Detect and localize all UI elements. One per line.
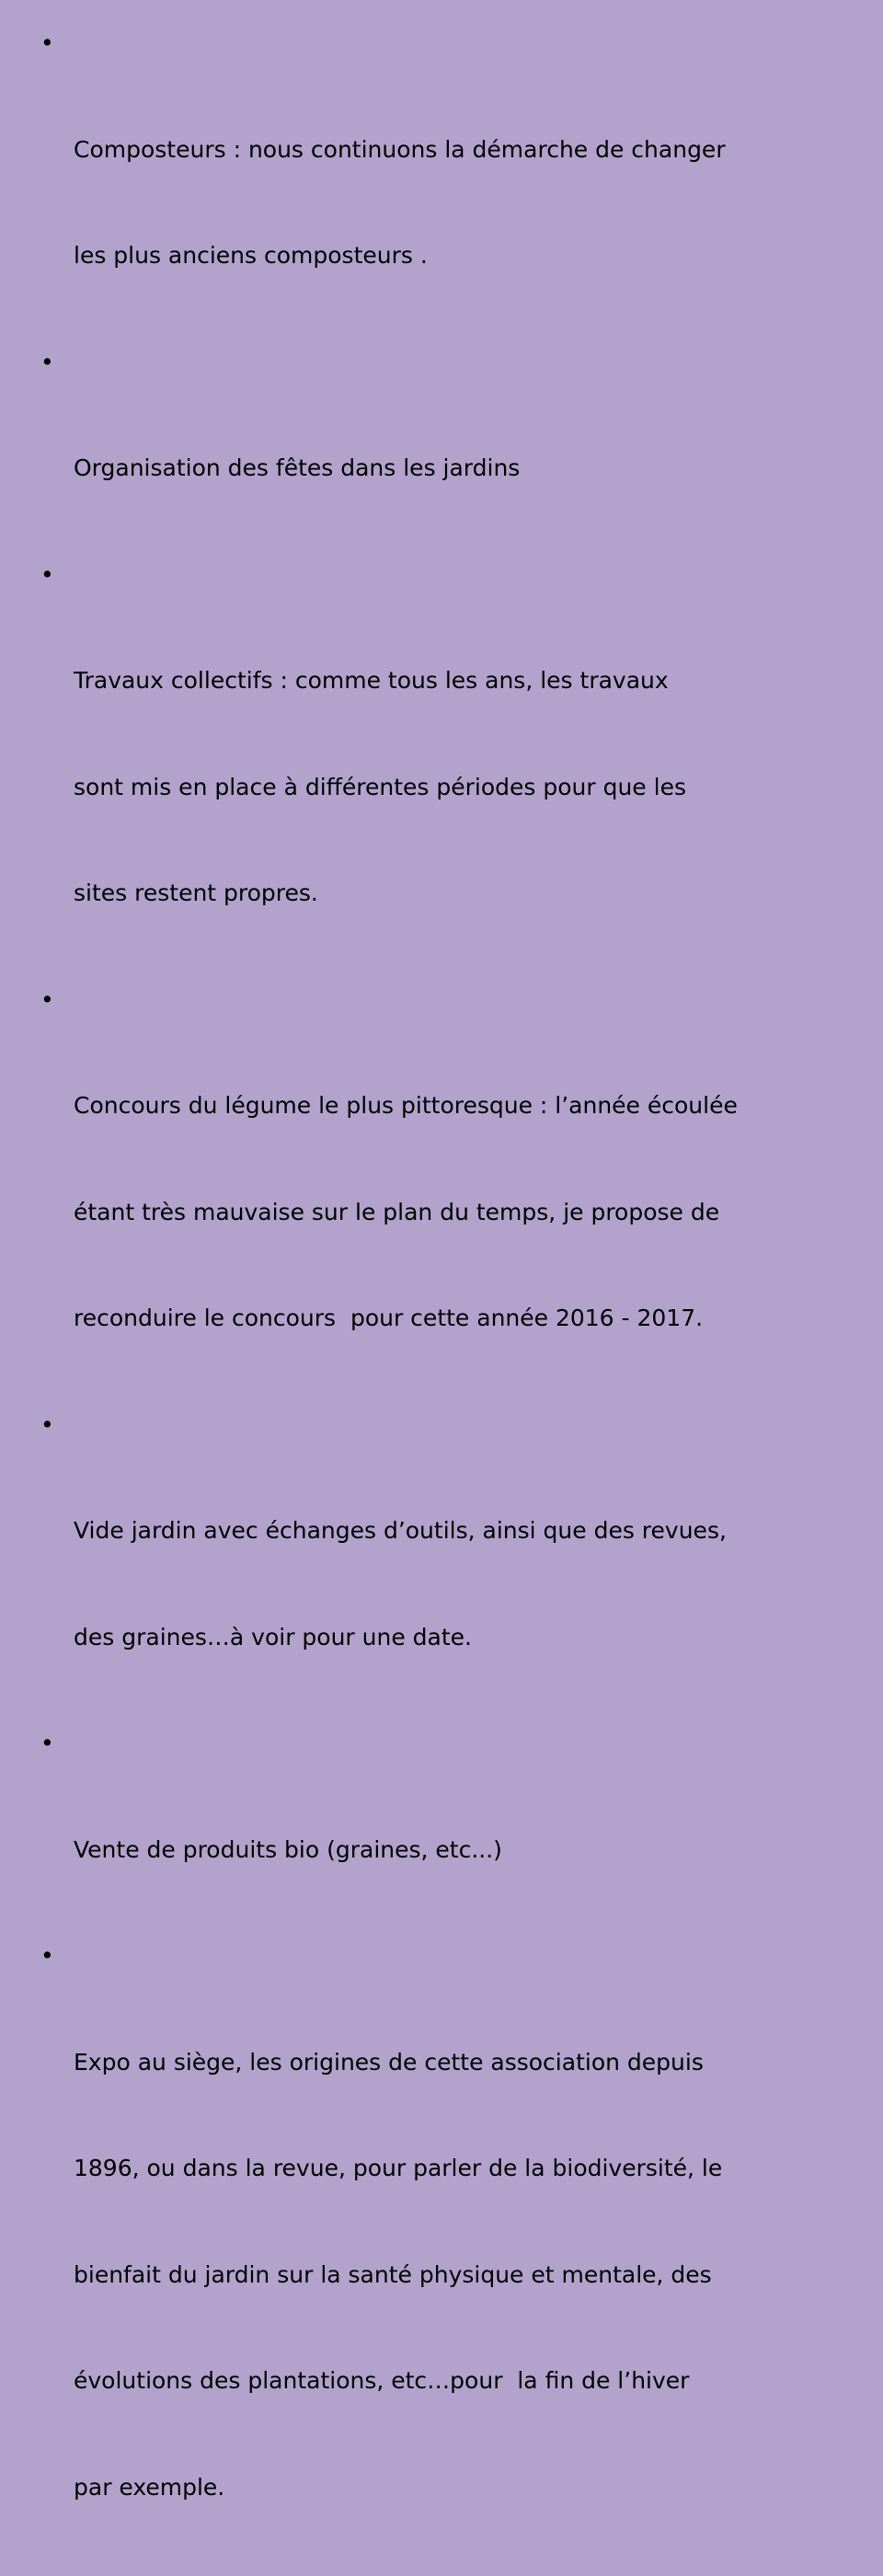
- bullet-text-line: sont mis en place à différentes périodes pour que les: [74, 773, 686, 800]
- bullet-text-line: évolutions des plantations, etc…pour la fin de l’hiver: [74, 2367, 690, 2394]
- bullet-list: [40, 26, 850, 2576]
- bullet-dot-icon: •: [40, 1730, 54, 1756]
- bullet-item-composteurs: [40, 26, 850, 345]
- bullet-text-line: 1896, ou dans la revue, pour parler de la biodiversité, le: [74, 2155, 723, 2181]
- bullet-text-line: Expo au siège, les origines de cette association depuis: [74, 2048, 704, 2076]
- bullet-text-line: par exemple.: [74, 2473, 225, 2501]
- bullet-text-line: les plus anciens composteurs .: [74, 242, 428, 269]
- bullet-text-line: Organisation des fêtes dans les jardins: [74, 454, 521, 481]
- bullet-text-line: sites restent propres.: [74, 880, 318, 906]
- bullet-text-line: étant très mauvaise sur le plan du temps, je propose de: [74, 1198, 720, 1225]
- bullet-item-expo: [40, 1938, 850, 2576]
- bullet-dot-icon: •: [40, 1942, 54, 1969]
- bullet-item-travaux: [40, 558, 850, 983]
- bullet-text-line: Vide jardin avec échanges d’outils, ainsi que des revues,: [74, 1517, 727, 1544]
- bullet-item-vide-jardin: [40, 1408, 850, 1727]
- bullet-text-line: Travaux collectifs : comme tous les ans, les travaux: [74, 667, 669, 694]
- bullet-item-vente: [40, 1726, 850, 1938]
- bullet-item-fetes: [40, 345, 850, 558]
- bullet-text-line: Concours du légume le plus pittoresque : l’année écoulée: [74, 1092, 738, 1119]
- bullet-text-line: bienfait du jardin sur la santé physique et mentale, des: [74, 2260, 712, 2288]
- bullet-text-line: reconduire le concours pour cette année 2016 - 2017.: [74, 1305, 704, 1331]
- bullet-dot-icon: •: [40, 560, 54, 588]
- bullet-item-concours: [40, 983, 850, 1408]
- bullet-dot-icon: •: [40, 985, 54, 1013]
- bullet-text-line: des graines…à voir pour une date.: [74, 1623, 472, 1650]
- bullet-dot-icon: •: [40, 29, 54, 56]
- bullet-text-line: Composteurs : nous continuons la démarche de changer: [74, 135, 726, 163]
- bullet-dot-icon: •: [40, 348, 54, 375]
- bullet-dot-icon: •: [40, 1410, 54, 1438]
- bullet-text-line: Vente de produits bio (graines, etc...): [74, 1835, 502, 1863]
